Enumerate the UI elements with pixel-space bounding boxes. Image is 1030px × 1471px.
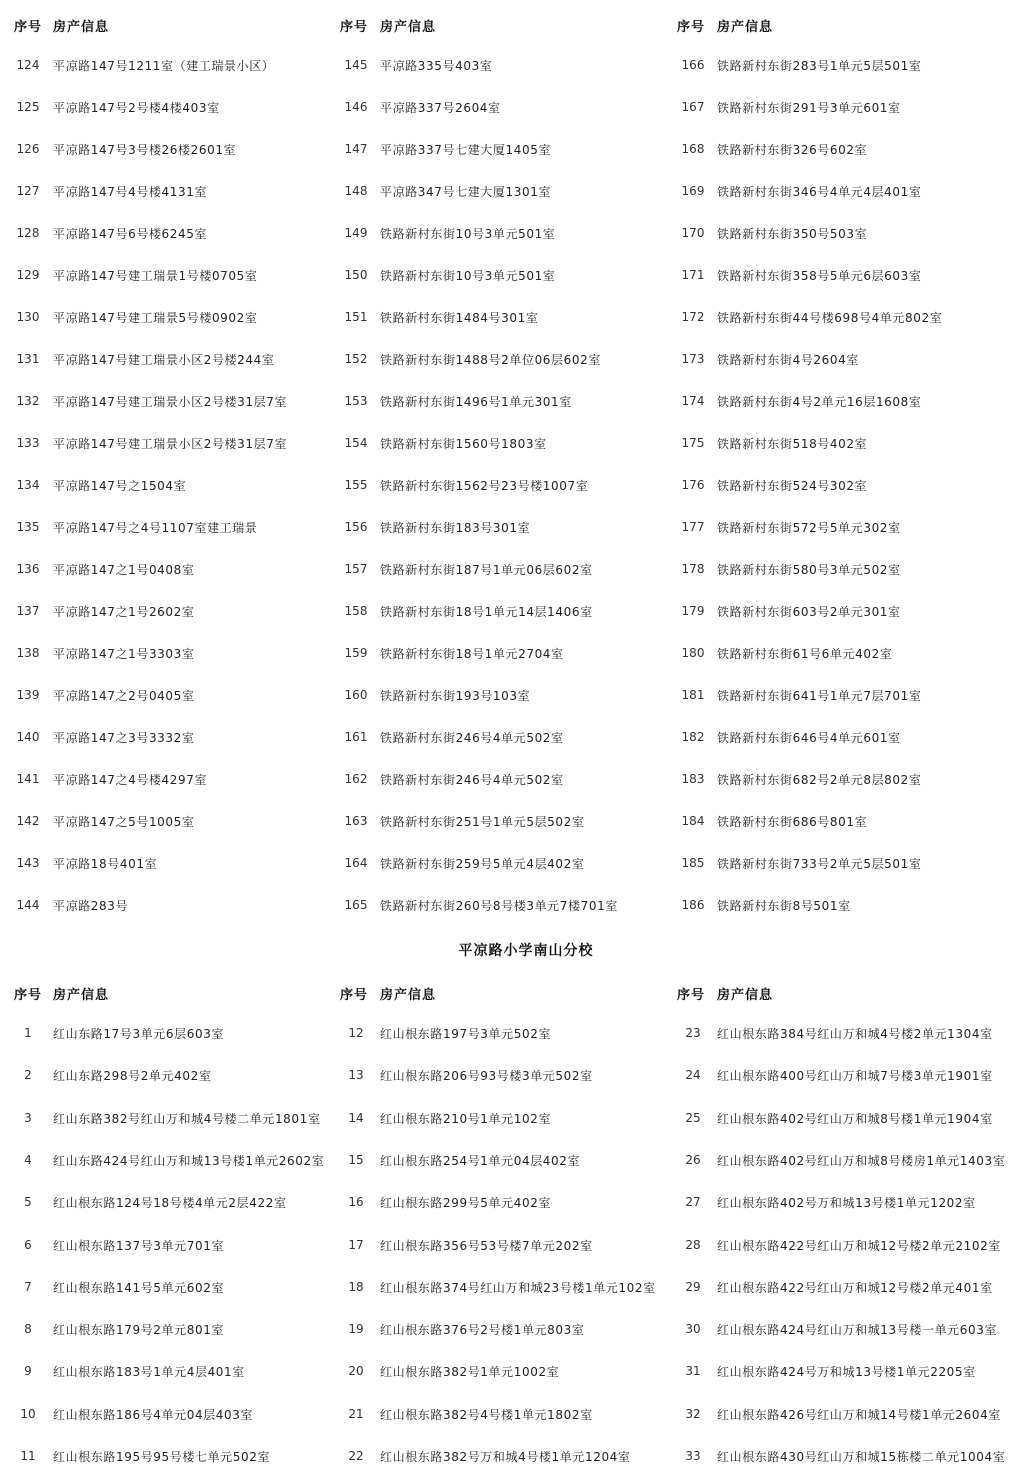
row-number: 20 [348,1364,364,1379]
row-number: 11 [20,1449,36,1463]
row-property-info: 铁路新村东街1484号301室 [380,311,539,325]
row-number: 172 [681,310,705,324]
row-number: 132 [16,394,40,408]
row-property-info: 铁路新村东街251号1单元5层502室 [380,815,585,829]
row-number: 185 [681,856,705,870]
row-property-info: 红山东路424号红山万和城13号楼1单元2602室 [53,1153,325,1168]
row-property-info: 平凉路147之1号0408室 [53,563,195,577]
row-number: 21 [348,1406,364,1421]
row-number: 24 [685,1068,701,1083]
row-number: 126 [16,142,40,156]
row-number: 13 [348,1068,364,1083]
row-number: 162 [344,772,368,786]
row-property-info: 平凉路147号之4号1107室建工瑞景 [53,521,258,535]
row-property-info: 红山根东路137号3单元701室 [53,1238,225,1253]
row-property-info: 铁路新村东街682号2单元8层802室 [717,773,922,787]
row-property-info: 铁路新村东街187号1单元06层602室 [380,563,593,577]
row-number: 164 [344,856,368,870]
row-number: 128 [16,226,40,240]
row-number: 168 [681,142,705,156]
row-number: 173 [681,352,705,366]
row-property-info: 铁路新村东街358号5单元6层603室 [717,269,922,283]
row-number: 176 [681,478,705,492]
header-info-label: 房产信息 [380,988,437,1003]
row-property-info: 铁路新村东街8号501室 [717,899,851,913]
row-property-info: 红山根东路356号53号楼7单元202室 [380,1238,593,1253]
header-info-label: 房产信息 [53,988,110,1003]
table1-column-1 [0,2,330,913]
row-property-info: 铁路新村东街260号8号楼3单元7楼701室 [380,899,618,913]
row-number: 23 [685,1026,701,1040]
column-header [0,2,330,46]
column-header [340,970,675,1014]
row-number: 157 [344,562,368,576]
row-number: 159 [344,646,368,660]
row-number: 133 [16,436,40,450]
row-number: 3 [24,1110,32,1125]
row-property-info: 红山根东路382号万和城4号楼1单元1204室 [380,1450,631,1464]
row-property-info: 平凉路147号之1504室 [53,479,187,493]
row-number: 146 [344,100,368,114]
row-number: 137 [16,604,40,618]
row-property-info: 平凉路147号建工瑞景小区2号楼31层7室 [53,437,288,451]
row-property-info: 铁路新村东街10号3单元501室 [380,227,556,241]
row-number: 31 [685,1364,701,1379]
row-property-info: 铁路新村东街44号楼698号4单元802室 [717,311,943,325]
row-number: 14 [348,1110,364,1125]
row-property-info: 红山东路298号2单元402室 [53,1069,212,1084]
row-number: 174 [681,394,705,408]
row-property-info: 红山根东路382号4号楼1单元1802室 [380,1407,593,1422]
row-number: 124 [16,58,40,72]
row-property-info: 红山根东路183号1单元4层401室 [53,1365,245,1380]
row-property-info: 平凉路147之4号楼4297室 [53,773,208,787]
row-number: 180 [681,646,705,660]
row-property-info: 铁路新村东街4号2604室 [717,353,859,367]
row-number: 163 [344,814,368,828]
row-property-info: 平凉路335号403室 [380,59,493,73]
header-info-label: 房产信息 [717,20,774,35]
row-property-info: 平凉路147之3号3332室 [53,731,195,745]
row-property-info: 红山根东路384号红山万和城4号楼2单元1304室 [717,1027,993,1041]
header-info-label: 房产信息 [380,20,437,35]
row-property-info: 铁路新村东街346号4单元4层401室 [717,185,922,199]
row-number: 125 [16,100,40,114]
row-number: 165 [344,898,368,912]
header-no-label: 序号 [340,988,369,1003]
row-property-info: 平凉路147之1号2602室 [53,605,195,619]
row-property-info: 平凉路147号建工瑞景5号楼0902室 [53,311,258,325]
row-property-info: 红山东路382号红山万和城4号楼二单元1801室 [53,1111,321,1126]
row-property-info: 铁路新村东街646号4单元601室 [717,731,901,745]
header-no-label: 序号 [14,988,43,1003]
row-property-info: 红山根东路254号1单元04层402室 [380,1153,581,1168]
table2-column-1 [0,970,330,1464]
row-property-info: 铁路新村东街4号2单元16层1608室 [717,395,922,409]
row-number: 130 [16,310,40,324]
row-property-info: 红山根东路402号红山万和城8号楼房1单元1403室 [717,1153,1006,1168]
row-property-info: 红山根东路195号95号楼七单元502室 [53,1450,271,1464]
row-property-info: 红山根东路179号2单元801室 [53,1323,225,1338]
row-property-info: 铁路新村东街61号6单元402室 [717,647,893,661]
row-property-info: 铁路新村东街641号1单元7层701室 [717,689,922,703]
row-property-info: 平凉路147号1211室（建工瑞景小区） [53,59,275,73]
row-number: 9 [24,1364,32,1379]
row-number: 139 [16,688,40,702]
row-number: 156 [344,520,368,534]
table1-column-3 [677,2,1030,913]
row-number: 161 [344,730,368,744]
row-property-info: 平凉路18号401室 [53,857,158,871]
row-number: 184 [681,814,705,828]
row-property-info: 平凉路147号建工瑞景小区2号楼31层7室 [53,395,288,409]
row-number: 186 [681,898,705,912]
column-header [677,970,1030,1014]
row-number: 148 [344,184,368,198]
row-property-info: 平凉路147之1号3303室 [53,647,195,661]
row-property-info: 平凉路283号 [53,899,129,913]
row-property-info: 红山根东路141号5单元602室 [53,1280,225,1295]
row-property-info: 平凉路147号2号楼4楼403室 [53,101,220,115]
row-property-info: 红山根东路206号93号楼3单元502室 [380,1069,593,1084]
row-property-info: 铁路新村东街524号302室 [717,479,868,493]
row-property-info: 红山根东路124号18号楼4单元2层422室 [53,1196,287,1211]
row-number: 10 [20,1406,36,1421]
row-number: 25 [685,1110,701,1125]
row-number: 7 [24,1279,32,1294]
row-number: 145 [344,58,368,72]
row-number: 138 [16,646,40,660]
row-number: 142 [16,814,40,828]
row-property-info: 平凉路147号建工瑞景小区2号楼244室 [53,353,275,367]
row-number: 182 [681,730,705,744]
row-number: 30 [685,1322,701,1337]
row-property-info: 红山根东路422号红山万和城12号楼2单元401室 [717,1280,993,1295]
row-property-info: 红山东路17号3单元6层603室 [53,1027,225,1041]
row-number: 158 [344,604,368,618]
row-property-info: 铁路新村东街1496号1单元301室 [380,395,572,409]
table2-column-3 [677,970,1030,1464]
row-number: 131 [16,352,40,366]
row-property-info: 铁路新村东街246号4单元502室 [380,773,564,787]
row-number: 29 [685,1279,701,1294]
row-number: 154 [344,436,368,450]
row-property-info: 铁路新村东街686号801室 [717,815,868,829]
column-header [340,2,675,46]
row-number: 152 [344,352,368,366]
row-number: 141 [16,772,40,786]
header-no-label: 序号 [14,20,43,35]
row-number: 2 [24,1068,32,1083]
row-number: 18 [348,1279,364,1294]
row-property-info: 铁路新村东街1562号23号楼1007室 [380,479,589,493]
section-title: 平凉路小学南山分校 [458,943,594,959]
row-number: 134 [16,478,40,492]
row-number: 169 [681,184,705,198]
row-property-info: 铁路新村东街350号503室 [717,227,868,241]
row-number: 151 [344,310,368,324]
row-number: 1 [24,1026,32,1040]
row-number: 171 [681,268,705,282]
row-property-info: 铁路新村东街259号5单元4层402室 [380,857,585,871]
header-info-label: 房产信息 [53,20,110,35]
header-no-label: 序号 [677,20,706,35]
row-property-info: 铁路新村东街18号1单元14层1406室 [380,605,593,619]
row-property-info: 铁路新村东街246号4单元502室 [380,731,564,745]
row-number: 19 [348,1322,364,1337]
row-property-info: 红山根东路402号红山万和城8号楼1单元1904室 [717,1111,993,1126]
row-number: 179 [681,604,705,618]
header-no-label: 序号 [340,20,369,35]
row-property-info: 平凉路147号3号楼26楼2601室 [53,143,237,157]
row-property-info: 铁路新村东街1488号2单位06层602室 [380,353,601,367]
row-property-info: 铁路新村东街183号301室 [380,521,531,535]
row-property-info: 红山根东路424号万和城13号楼1单元2205室 [717,1365,976,1380]
row-number: 167 [681,100,705,114]
row-number: 166 [681,58,705,72]
row-property-info: 铁路新村东街1560号1803室 [380,437,547,451]
row-property-info: 铁路新村东街518号402室 [717,437,868,451]
row-number: 17 [348,1237,364,1252]
row-property-info: 平凉路337号七建大厦1405室 [380,143,552,157]
row-property-info: 铁路新村东街291号3单元601室 [717,101,901,115]
row-property-info: 红山根东路186号4单元04层403室 [53,1407,254,1422]
row-number: 6 [24,1237,32,1252]
row-number: 147 [344,142,368,156]
row-property-info: 铁路新村东街283号1单元5层501室 [717,59,922,73]
row-property-info: 平凉路147号4号楼4131室 [53,185,208,199]
row-number: 155 [344,478,368,492]
row-property-info: 红山根东路210号1单元102室 [380,1111,552,1126]
row-property-info: 铁路新村东街326号602室 [717,143,868,157]
row-number: 175 [681,436,705,450]
row-number: 15 [348,1152,364,1167]
row-number: 143 [16,856,40,870]
row-property-info: 红山根东路402号万和城13号楼1单元1202室 [717,1196,976,1211]
row-property-info: 铁路新村东街572号5单元302室 [717,521,901,535]
row-property-info: 红山根东路422号红山万和城12号楼2单元2102室 [717,1238,1001,1253]
row-property-info: 红山根东路400号红山万和城7号楼3单元1901室 [717,1069,993,1084]
row-property-info: 红山根东路299号5单元402室 [380,1196,552,1211]
row-number: 32 [685,1406,701,1421]
row-property-info: 铁路新村东街580号3单元502室 [717,563,901,577]
row-property-info: 平凉路147号建工瑞景1号楼0705室 [53,269,258,283]
column-header [677,2,1030,46]
table2-column-2 [340,970,675,1464]
row-number: 181 [681,688,705,702]
row-property-info: 平凉路147之2号0405室 [53,689,195,703]
row-number: 153 [344,394,368,408]
row-number: 22 [348,1449,364,1463]
row-property-info: 铁路新村东街733号2单元5层501室 [717,857,922,871]
row-number: 12 [348,1026,364,1040]
row-number: 4 [24,1152,32,1167]
row-number: 178 [681,562,705,576]
row-number: 136 [16,562,40,576]
row-number: 149 [344,226,368,240]
row-property-info: 红山根东路382号1单元1002室 [380,1365,560,1380]
row-number: 26 [685,1152,701,1167]
row-number: 33 [685,1449,701,1463]
table1-column-2 [340,2,675,913]
row-property-info: 红山根东路197号3单元502室 [380,1027,552,1041]
row-number: 144 [16,898,40,912]
row-property-info: 铁路新村东街18号1单元2704室 [380,647,564,661]
row-number: 27 [685,1195,701,1210]
row-number: 160 [344,688,368,702]
row-number: 177 [681,520,705,534]
row-property-info: 红山根东路376号2号楼1单元803室 [380,1323,585,1338]
row-property-info: 平凉路347号七建大厦1301室 [380,185,552,199]
header-no-label: 序号 [677,988,706,1003]
row-number: 140 [16,730,40,744]
row-number: 150 [344,268,368,282]
header-info-label: 房产信息 [717,988,774,1003]
row-number: 170 [681,226,705,240]
row-number: 183 [681,772,705,786]
row-number: 5 [24,1195,32,1210]
row-property-info: 红山根东路426号红山万和城14号楼1单元2604室 [717,1407,1001,1422]
row-property-info: 铁路新村东街603号2单元301室 [717,605,901,619]
row-property-info: 平凉路337号2604室 [380,101,501,115]
column-header [0,970,330,1014]
row-property-info: 红山根东路374号红山万和城23号楼1单元102室 [380,1280,656,1295]
row-property-info: 铁路新村东街10号3单元501室 [380,269,556,283]
row-number: 135 [16,520,40,534]
row-number: 16 [348,1195,364,1210]
row-number: 129 [16,268,40,282]
row-number: 127 [16,184,40,198]
row-property-info: 红山根东路424号红山万和城13号楼一单元603室 [717,1323,998,1338]
row-property-info: 红山根东路430号红山万和城15栋楼二单元1004室 [717,1450,1006,1464]
row-number: 28 [685,1237,701,1252]
row-property-info: 铁路新村东街193号103室 [380,689,531,703]
row-number: 8 [24,1322,32,1337]
row-property-info: 平凉路147号6号楼6245室 [53,227,208,241]
row-property-info: 平凉路147之5号1005室 [53,815,195,829]
